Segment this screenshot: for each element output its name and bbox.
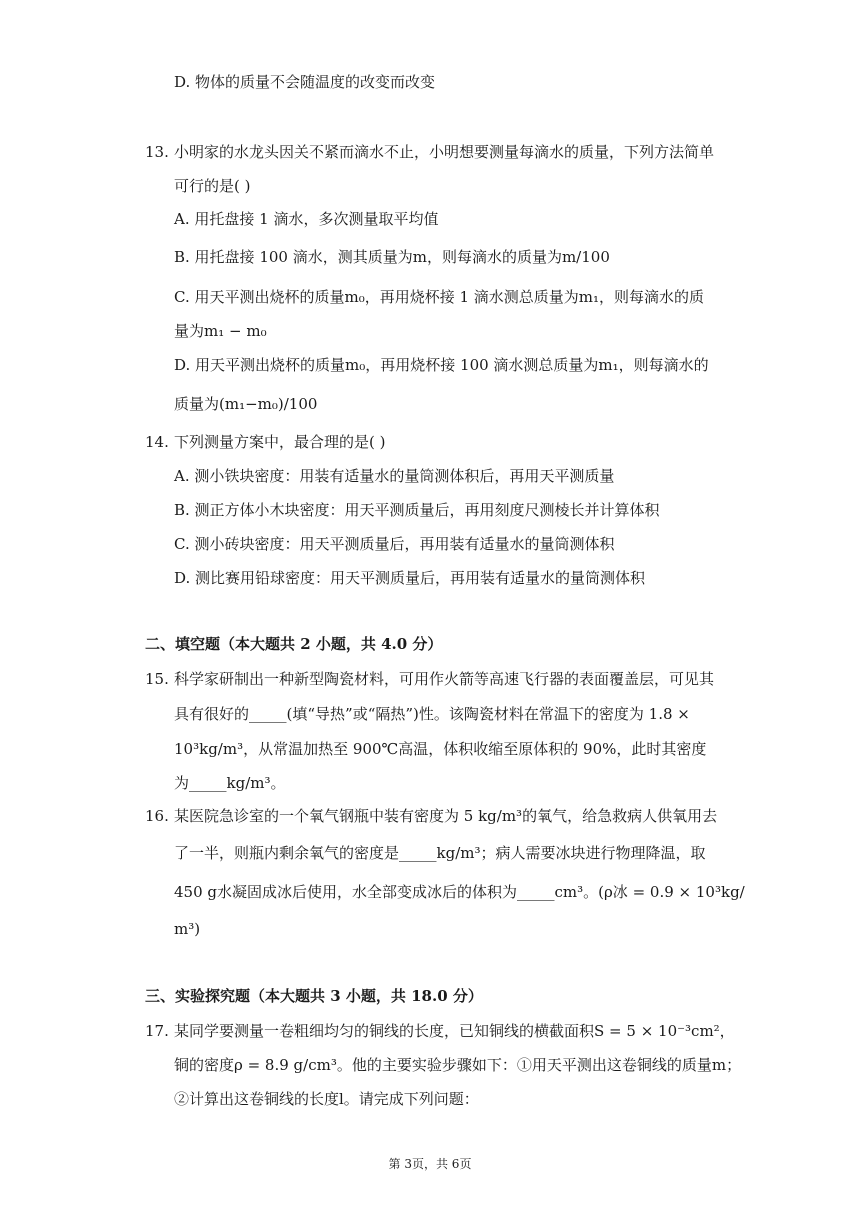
q13-option-b: B. 用托盘接 100 滴水，测其质量为m，则每滴水的质量为m/100: [174, 248, 610, 266]
q14-option-d: D. 测比赛用铅球密度：用天平测质量后，再用装有适量水的量筒测体积: [174, 569, 646, 587]
q13-option-d-line-1: D. 用天平测出烧杯的质量m₀，再用烧杯接 100 滴水测总质量为m₁，则每滴水的: [174, 356, 709, 374]
q14-option-b: B. 测正方体小木块密度：用天平测质量后，再用刻度尺测棱长并计算体积: [174, 501, 660, 519]
q13-option-c-line-1: C. 用天平测出烧杯的质量m₀，再用烧杯接 1 滴水测总质量为m₁，则每滴水的质: [174, 288, 705, 306]
page-footer: 第 3页，共 6页: [388, 1157, 472, 1171]
q13-stem-line-2: 可行的是( ): [174, 177, 251, 195]
q15-line-3: 10³kg/m³，从常温加热至 900℃高温，体积收缩至原体积的 90%，此时其密度: [174, 740, 707, 758]
q13-option-a: A. 用托盘接 1 滴水，多次测量取平均值: [174, 210, 439, 228]
q13-option-d-line-2: 质量为(m₁−m₀)/100: [174, 395, 318, 413]
q15-line-1: 科学家研制出一种新型陶瓷材料，可用作火箭等高速飞行器的表面覆盖层，可见其: [174, 670, 715, 688]
q16-line-1: 某医院急诊室的一个氧气钢瓶中装有密度为 5 kg/m³的氧气，给急救病人供氧用去: [174, 807, 718, 825]
q17-line-2: 铜的密度ρ = 8.9 g/cm³。他的主要实验步骤如下：①用天平测出这卷铜线的质量m；: [174, 1056, 742, 1074]
question-number-15: 15.: [145, 670, 169, 688]
q17-line-1: 某同学要测量一卷粗细均匀的铜线的长度，已知铜线的横截面积S = 5 × 10⁻³cm²，: [174, 1022, 735, 1040]
q15-line-2: 具有很好的_____(填“导热”或“隔热”)性。该陶瓷材料在常温下的密度为 1.8 ×: [174, 705, 690, 723]
q16-line-4: m³): [174, 920, 201, 938]
q14-option-c: C. 测小砖块密度：用天平测质量后，再用装有适量水的量筒测体积: [174, 535, 615, 553]
question-number-14: 14.: [145, 433, 169, 451]
question-number-13: 13.: [145, 143, 169, 161]
q17-line-3: ②计算出这卷铜线的长度l。请完成下列问题：: [174, 1090, 479, 1108]
q15-line-4: 为_____kg/m³。: [174, 774, 286, 792]
q14-option-a: A. 测小铁块密度：用装有适量水的量筒测体积后，再用天平测质量: [174, 467, 615, 485]
q12-option-d: D. 物体的质量不会随温度的改变而改变: [174, 73, 436, 91]
section-fill-in-title: 二、填空题（本大题共 2 小题，共 4.0 分）: [145, 635, 443, 653]
section-experiment-title: 三、实验探究题（本大题共 3 小题，共 18.0 分）: [145, 987, 483, 1005]
question-number-17: 17.: [145, 1022, 169, 1040]
q13-option-c-line-2: 量为m₁ − m₀: [174, 322, 267, 340]
question-number-16: 16.: [145, 807, 169, 825]
q13-stem-line-1: 小明家的水龙头因关不紧而滴水不止，小明想要测量每滴水的质量，下列方法简单: [174, 143, 715, 161]
q16-line-2: 了一半，则瓶内剩余氧气的密度是_____kg/m³；病人需要冰块进行物理降温，取: [174, 844, 706, 862]
q16-line-3: 450 g水凝固成冰后使用，水全部变成冰后的体积为_____cm³。(ρ冰 = 0.9 × 10³kg/: [174, 883, 745, 901]
q14-stem: 下列测量方案中，最合理的是( ): [174, 433, 386, 451]
